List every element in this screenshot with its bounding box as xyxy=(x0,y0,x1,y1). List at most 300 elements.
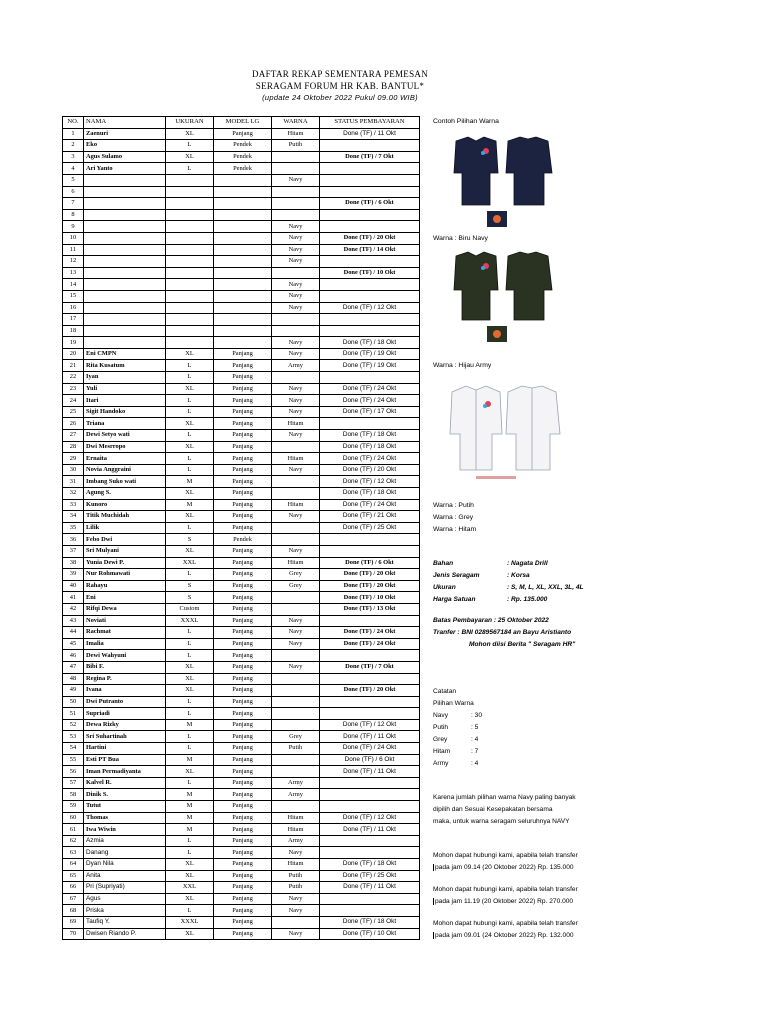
row-status xyxy=(320,140,420,152)
table-row xyxy=(63,847,420,859)
row-status: Done (TF) / 20 Okt xyxy=(320,232,420,244)
row-warna: Navy xyxy=(272,893,320,905)
row-no: 70 xyxy=(63,928,84,940)
row-no: 14 xyxy=(63,279,84,291)
row-status: Done (TF) / 13 Okt xyxy=(320,603,420,615)
col-warna: WARNA xyxy=(272,117,320,129)
table-row xyxy=(63,824,420,836)
row-model: Panjang xyxy=(214,395,272,407)
row-nama: Imalia xyxy=(84,638,166,650)
row-no: 51 xyxy=(63,708,84,720)
row-no: 39 xyxy=(63,569,84,581)
row-ukuran: M xyxy=(166,499,214,511)
row-ukuran xyxy=(166,256,214,268)
row-status: Done (TF) / 12 Okt xyxy=(320,719,420,731)
col-model: MODEL LG xyxy=(214,117,272,129)
table-row xyxy=(63,650,420,662)
row-ukuran: L xyxy=(166,847,214,859)
row-ukuran xyxy=(166,337,214,349)
row-no: 5 xyxy=(63,174,84,186)
row-warna xyxy=(272,151,320,163)
row-status: Done (TF) / 24 Okt xyxy=(320,453,420,465)
row-no: 25 xyxy=(63,406,84,418)
row-ukuran: M xyxy=(166,789,214,801)
title-line-2: SERAGAM FORUM HR KAB. BANTUL* xyxy=(255,81,425,91)
row-status xyxy=(320,615,420,627)
row-nama: Dwi Mesrropo xyxy=(84,441,166,453)
table-row xyxy=(63,151,420,163)
row-warna: Hitam xyxy=(272,499,320,511)
row-status xyxy=(320,279,420,291)
row-status: Done (TF) / 11 Okt xyxy=(320,128,420,140)
row-warna: Putih xyxy=(272,743,320,755)
row-no: 43 xyxy=(63,615,84,627)
row-status xyxy=(320,325,420,337)
row-model: Panjang xyxy=(214,545,272,557)
row-warna: Navy xyxy=(272,337,320,349)
row-status: Done (TF) / 10 Okt xyxy=(320,928,420,940)
row-ukuran: L xyxy=(166,522,214,534)
row-warna: Navy xyxy=(272,847,320,859)
row-nama: Esti PT Bua xyxy=(84,754,166,766)
table-row xyxy=(63,383,420,395)
row-no: 12 xyxy=(63,256,84,268)
row-model: Panjang xyxy=(214,754,272,766)
row-no: 9 xyxy=(63,221,84,233)
table-row xyxy=(63,302,420,314)
table-header-row xyxy=(63,117,420,129)
row-status xyxy=(320,372,420,384)
row-nama: Sigit Handoko xyxy=(84,406,166,418)
row-warna xyxy=(272,209,320,221)
row-nama: Kalvel R. xyxy=(84,777,166,789)
row-nama: Regina P. xyxy=(84,673,166,685)
row-ukuran: L xyxy=(166,777,214,789)
row-warna: Navy xyxy=(272,348,320,360)
row-status: Done (TF) / 18 Okt xyxy=(320,859,420,871)
row-ukuran: XL xyxy=(166,766,214,778)
row-status: Done (TF) / 18 Okt xyxy=(320,337,420,349)
table-row xyxy=(63,789,420,801)
row-ukuran: M xyxy=(166,476,214,488)
row-nama: Febo Dwi xyxy=(84,534,166,546)
row-status: Done (TF) / 7 Okt xyxy=(320,151,420,163)
table-row xyxy=(63,499,420,511)
row-status xyxy=(320,847,420,859)
row-ukuran: XL xyxy=(166,870,214,882)
row-warna xyxy=(272,719,320,731)
row-warna: Hitam xyxy=(272,128,320,140)
row-ukuran xyxy=(166,209,214,221)
row-status xyxy=(320,314,420,326)
row-nama: Zaenuri xyxy=(84,128,166,140)
table-row xyxy=(63,406,420,418)
row-ukuran: L xyxy=(166,140,214,152)
row-model: Panjang xyxy=(214,499,272,511)
row-warna: Navy xyxy=(272,244,320,256)
row-warna xyxy=(272,708,320,720)
row-no: 26 xyxy=(63,418,84,430)
row-no: 30 xyxy=(63,464,84,476)
table-row xyxy=(63,476,420,488)
table-row xyxy=(63,916,420,928)
row-model: Panjang xyxy=(214,696,272,708)
row-no: 16 xyxy=(63,302,84,314)
row-warna: Putih xyxy=(272,870,320,882)
row-no: 33 xyxy=(63,499,84,511)
row-model: Panjang xyxy=(214,824,272,836)
row-ukuran: L xyxy=(166,708,214,720)
table-row xyxy=(63,569,420,581)
row-model: Panjang xyxy=(214,372,272,384)
table-row xyxy=(63,198,420,210)
row-ukuran: XL xyxy=(166,859,214,871)
row-nama: Titik Muchidah xyxy=(84,511,166,523)
row-nama: Taufiq Y. xyxy=(84,916,166,928)
navy-shirt-image xyxy=(438,133,558,233)
row-model: Panjang xyxy=(214,731,272,743)
row-ukuran xyxy=(166,244,214,256)
table-row xyxy=(63,801,420,813)
row-status xyxy=(320,221,420,233)
table-row xyxy=(63,128,420,140)
row-nama: Agus Sulamo xyxy=(84,151,166,163)
table-row xyxy=(63,766,420,778)
table-row xyxy=(63,441,420,453)
row-ukuran: XL xyxy=(166,511,214,523)
row-model: Panjang xyxy=(214,464,272,476)
row-warna: Navy xyxy=(272,905,320,917)
row-nama: Yuli xyxy=(84,383,166,395)
row-warna: Grey xyxy=(272,580,320,592)
row-no: 68 xyxy=(63,905,84,917)
row-ukuran: XL xyxy=(166,151,214,163)
row-no: 49 xyxy=(63,685,84,697)
row-model xyxy=(214,279,272,291)
label-hitam: Warna : Hitam xyxy=(433,526,477,533)
table-row xyxy=(63,882,420,894)
table-row xyxy=(63,209,420,221)
row-warna xyxy=(272,476,320,488)
row-status: Done (TF) / 19 Okt xyxy=(320,360,420,372)
row-status: Done (TF) / 10 Okt xyxy=(320,592,420,604)
label-grey: Warna : Grey xyxy=(433,514,474,521)
row-warna xyxy=(272,325,320,337)
row-no: 6 xyxy=(63,186,84,198)
row-status xyxy=(320,905,420,917)
order-table xyxy=(62,116,420,940)
row-warna xyxy=(272,754,320,766)
row-warna xyxy=(272,603,320,615)
row-model: Pendek xyxy=(214,140,272,152)
row-status: Done (TF) / 21 Okt xyxy=(320,511,420,523)
row-warna xyxy=(272,488,320,500)
row-status: Done (TF) / 20 Okt xyxy=(320,464,420,476)
label-putih: Warna : Putih xyxy=(433,502,474,509)
table-row xyxy=(63,592,420,604)
row-no: 37 xyxy=(63,545,84,557)
label-army: Warna : Hijau Army xyxy=(433,362,492,369)
row-model: Panjang xyxy=(214,592,272,604)
row-warna: Army xyxy=(272,789,320,801)
row-model xyxy=(214,267,272,279)
table-row xyxy=(63,522,420,534)
row-model: Panjang xyxy=(214,522,272,534)
row-status: Done (TF) / 18 Okt xyxy=(320,430,420,442)
row-ukuran: XXL xyxy=(166,882,214,894)
row-no: 1 xyxy=(63,128,84,140)
row-ukuran xyxy=(166,221,214,233)
row-ukuran xyxy=(166,186,214,198)
row-model: Panjang xyxy=(214,406,272,418)
row-ukuran: L xyxy=(166,627,214,639)
table-row xyxy=(63,163,420,175)
row-nama: Iyan xyxy=(84,372,166,384)
row-nama: Iwa Wiwin xyxy=(84,824,166,836)
row-model: Panjang xyxy=(214,708,272,720)
col-ukuran: UKURAN xyxy=(166,117,214,129)
col-no: NO. xyxy=(63,117,84,129)
row-no: 31 xyxy=(63,476,84,488)
row-ukuran: XL xyxy=(166,488,214,500)
row-status xyxy=(320,673,420,685)
row-status xyxy=(320,696,420,708)
row-no: 11 xyxy=(63,244,84,256)
row-model: Pendek xyxy=(214,151,272,163)
row-warna: Putih xyxy=(272,140,320,152)
row-no: 47 xyxy=(63,661,84,673)
row-model xyxy=(214,314,272,326)
row-nama: Sri Suhartinah xyxy=(84,731,166,743)
row-status xyxy=(320,893,420,905)
row-warna: Navy xyxy=(272,464,320,476)
table-row xyxy=(63,534,420,546)
row-ukuran: S xyxy=(166,534,214,546)
row-no: 42 xyxy=(63,603,84,615)
row-status xyxy=(320,650,420,662)
row-nama: Supriadi xyxy=(84,708,166,720)
row-ukuran xyxy=(166,302,214,314)
row-ukuran: XL xyxy=(166,685,214,697)
table-row xyxy=(63,731,420,743)
row-model xyxy=(214,198,272,210)
row-model xyxy=(214,302,272,314)
row-warna: Navy xyxy=(272,302,320,314)
table-row xyxy=(63,464,420,476)
row-warna xyxy=(272,522,320,534)
row-no: 36 xyxy=(63,534,84,546)
row-model: Panjang xyxy=(214,812,272,824)
row-warna: Navy xyxy=(272,256,320,268)
row-nama: Ari Yanto xyxy=(84,163,166,175)
row-warna xyxy=(272,198,320,210)
table-row xyxy=(63,140,420,152)
title-line-1: DAFTAR REKAP SEMENTARA PEMESAN xyxy=(252,69,428,79)
row-no: 44 xyxy=(63,627,84,639)
row-no: 28 xyxy=(63,441,84,453)
row-status: Done (TF) / 6 Okt xyxy=(320,557,420,569)
row-ukuran: XL xyxy=(166,348,214,360)
row-model xyxy=(214,290,272,302)
row-ukuran: XL xyxy=(166,418,214,430)
row-nama: Ernaita xyxy=(84,453,166,465)
contoh-label: Contoh Pilihan Warna xyxy=(433,118,499,125)
row-warna xyxy=(272,441,320,453)
row-nama: Hartini xyxy=(84,743,166,755)
row-ukuran: L xyxy=(166,360,214,372)
row-nama: Dwisen Riando P. xyxy=(84,928,166,940)
row-no: 4 xyxy=(63,163,84,175)
row-no: 61 xyxy=(63,824,84,836)
row-warna: Grey xyxy=(272,569,320,581)
row-model: Panjang xyxy=(214,638,272,650)
row-nama: Dewi Wahyuni xyxy=(84,650,166,662)
row-model: Panjang xyxy=(214,777,272,789)
row-nama: Itari xyxy=(84,395,166,407)
row-status: Done (TF) / 19 Okt xyxy=(320,348,420,360)
row-warna xyxy=(272,186,320,198)
table-row xyxy=(63,256,420,268)
row-ukuran: L xyxy=(166,406,214,418)
white-shirt-sketch xyxy=(436,382,566,494)
row-warna xyxy=(272,314,320,326)
table-row xyxy=(63,859,420,871)
row-status xyxy=(320,174,420,186)
row-warna xyxy=(272,673,320,685)
row-model: Panjang xyxy=(214,685,272,697)
row-ukuran: M xyxy=(166,801,214,813)
row-status: Done (TF) / 17 Okt xyxy=(320,406,420,418)
table-row xyxy=(63,661,420,673)
row-nama: Agung S. xyxy=(84,488,166,500)
row-status: Done (TF) / 12 Okt xyxy=(320,812,420,824)
row-nama xyxy=(84,337,166,349)
row-ukuran: M xyxy=(166,719,214,731)
row-nama: Tutut xyxy=(84,801,166,813)
row-ukuran xyxy=(166,290,214,302)
row-model: Panjang xyxy=(214,441,272,453)
row-status: Done (TF) / 11 Okt xyxy=(320,731,420,743)
row-model: Panjang xyxy=(214,847,272,859)
row-warna: Navy xyxy=(272,430,320,442)
row-no: 29 xyxy=(63,453,84,465)
row-no: 45 xyxy=(63,638,84,650)
row-nama: Lilik xyxy=(84,522,166,534)
row-no: 65 xyxy=(63,870,84,882)
row-status: Done (TF) / 20 Okt xyxy=(320,580,420,592)
table-row xyxy=(63,244,420,256)
row-nama: Rachmat xyxy=(84,627,166,639)
row-warna: Hitam xyxy=(272,418,320,430)
table-row xyxy=(63,511,420,523)
row-model: Panjang xyxy=(214,348,272,360)
row-no: 67 xyxy=(63,893,84,905)
row-no: 58 xyxy=(63,789,84,801)
row-nama: Imbang Suko wati xyxy=(84,476,166,488)
table-row xyxy=(63,708,420,720)
row-warna xyxy=(272,372,320,384)
row-status xyxy=(320,708,420,720)
row-model: Panjang xyxy=(214,650,272,662)
row-no: 24 xyxy=(63,395,84,407)
row-status: Done (TF) / 11 Okt xyxy=(320,824,420,836)
col-nama: NAMA xyxy=(84,117,166,129)
row-no: 57 xyxy=(63,777,84,789)
row-nama: Eko xyxy=(84,140,166,152)
row-ukuran xyxy=(166,314,214,326)
row-ukuran xyxy=(166,174,214,186)
row-status: Done (TF) / 18 Okt xyxy=(320,916,420,928)
table-row xyxy=(63,777,420,789)
row-no: 13 xyxy=(63,267,84,279)
row-model: Panjang xyxy=(214,615,272,627)
row-status xyxy=(320,290,420,302)
row-ukuran: M xyxy=(166,824,214,836)
row-nama: Danang xyxy=(84,847,166,859)
row-warna: Putih xyxy=(272,882,320,894)
row-ukuran xyxy=(166,279,214,291)
row-status xyxy=(320,835,420,847)
row-no: 23 xyxy=(63,383,84,395)
row-status: Done (TF) / 18 Okt xyxy=(320,441,420,453)
row-model xyxy=(214,221,272,233)
table-row xyxy=(63,638,420,650)
row-nama: Dewa Rizky xyxy=(84,719,166,731)
row-warna: Hitam xyxy=(272,557,320,569)
row-nama: Rita Kusatum xyxy=(84,360,166,372)
row-status xyxy=(320,545,420,557)
row-no: 40 xyxy=(63,580,84,592)
row-warna xyxy=(272,592,320,604)
row-model: Panjang xyxy=(214,882,272,894)
table-row xyxy=(63,279,420,291)
table-row xyxy=(63,337,420,349)
row-ukuran: L xyxy=(166,650,214,662)
table-row xyxy=(63,685,420,697)
row-nama: Yunia Dewi P. xyxy=(84,557,166,569)
document-header xyxy=(200,68,480,104)
row-no: 21 xyxy=(63,360,84,372)
table-row xyxy=(63,754,420,766)
row-no: 3 xyxy=(63,151,84,163)
row-ukuran: M xyxy=(166,812,214,824)
row-nama: Nur Rohmawati xyxy=(84,569,166,581)
row-no: 20 xyxy=(63,348,84,360)
row-ukuran xyxy=(166,232,214,244)
row-no: 34 xyxy=(63,511,84,523)
table-row xyxy=(63,615,420,627)
table-row xyxy=(63,372,420,384)
row-model: Panjang xyxy=(214,789,272,801)
table-row xyxy=(63,360,420,372)
row-nama: Dinik S. xyxy=(84,789,166,801)
row-nama: Anita xyxy=(84,870,166,882)
row-ukuran: L xyxy=(166,163,214,175)
row-model: Panjang xyxy=(214,835,272,847)
row-no: 48 xyxy=(63,673,84,685)
row-no: 38 xyxy=(63,557,84,569)
row-nama: Triana xyxy=(84,418,166,430)
row-nama: Ivana xyxy=(84,685,166,697)
row-status xyxy=(320,209,420,221)
row-model: Panjang xyxy=(214,128,272,140)
row-ukuran: L xyxy=(166,743,214,755)
row-model: Pendek xyxy=(214,534,272,546)
row-status: Done (TF) / 11 Okt xyxy=(320,766,420,778)
table-row xyxy=(63,186,420,198)
row-warna xyxy=(272,696,320,708)
row-ukuran: XL xyxy=(166,893,214,905)
